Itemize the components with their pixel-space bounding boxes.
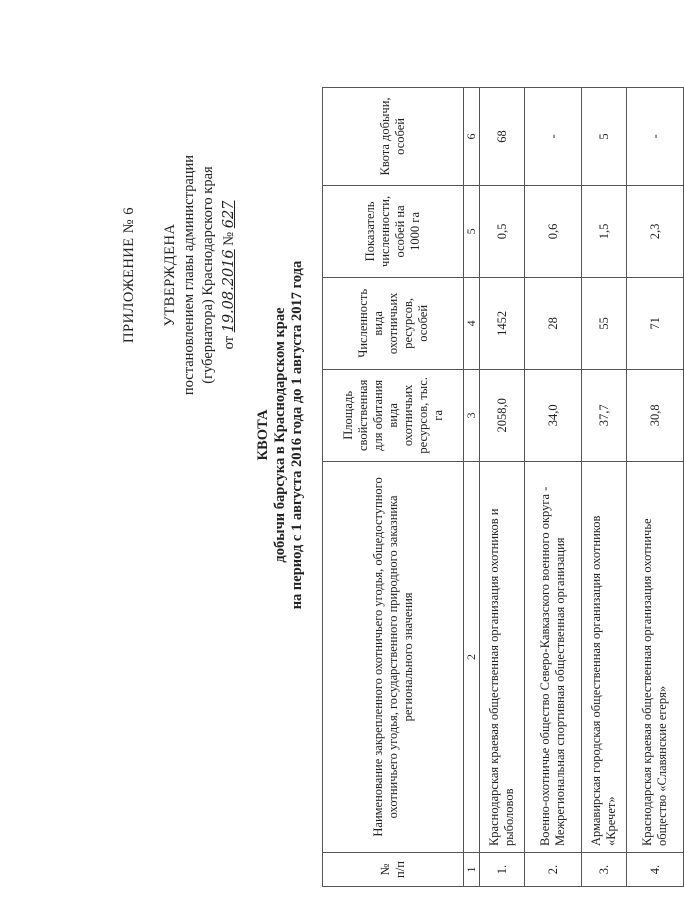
quota-title — [255, 25, 306, 845]
header-number: № п/п — [323, 853, 464, 887]
row-name: Армавирская городская общественная организация охотников «Кречет» — [582, 461, 627, 852]
row-area: 34,0 — [525, 369, 582, 461]
row-count: 55 — [582, 277, 627, 369]
header-area: Площадь свойственная для обитания вида охотничьих ресурсов, тыс. га — [323, 369, 464, 461]
column-number-row — [464, 88, 480, 887]
row-area: 30,8 — [627, 369, 684, 461]
row-number: 3. — [582, 853, 627, 887]
row-quota: - — [525, 88, 582, 186]
quota-title-line-1: КВОТА — [255, 409, 271, 461]
table-row — [480, 88, 525, 887]
row-number: 1. — [480, 853, 525, 887]
column-number: 5 — [464, 185, 480, 277]
table-row — [525, 88, 582, 887]
row-density: 2,3 — [627, 185, 684, 277]
row-name: Краснодарская краевая общественная организация охотничье общество «Славянские егеря» — [627, 461, 684, 852]
header-count: Численность вида охотничьих ресурсов, особей — [323, 277, 464, 369]
row-number: 4. — [627, 853, 684, 887]
column-number: 1 — [464, 853, 480, 887]
table-row — [627, 88, 684, 887]
header-name: Наименование закрепленного охотничьего угодья, общедоступного охотничьего угодья, государственного природного заказника регионального значения — [323, 461, 464, 852]
approval-line-1: постановлением главы администрации — [181, 154, 197, 396]
approval-block — [120, 115, 239, 435]
row-quota: 5 — [582, 88, 627, 186]
column-number: 6 — [464, 88, 480, 186]
row-count: 71 — [627, 277, 684, 369]
column-number: 2 — [464, 461, 480, 852]
date-prefix: от — [221, 336, 237, 350]
quota-table — [322, 87, 684, 887]
approval-date-line — [220, 115, 239, 435]
quota-title-line-2: добычи барсука в Краснодарском крае — [272, 307, 288, 563]
row-name: Военно-охотничье общество Северо-Кавказского военного округа - Межрегиональная спортивная общественная организация — [525, 461, 582, 852]
row-density: 0,5 — [480, 185, 525, 277]
quota-title-line-3: на период с 1 августа 2016 года до 1 августа 2017 года — [289, 260, 305, 610]
approval-line-2: (губернатора) Краснодарского края — [200, 166, 216, 384]
header-quota: Квота добычи, особей — [323, 88, 464, 186]
row-density: 0,6 — [525, 185, 582, 277]
column-number: 4 — [464, 277, 480, 369]
row-area: 37,7 — [582, 369, 627, 461]
header-density: Показатель численности, особей на 1000 га — [323, 185, 464, 277]
row-count: 28 — [525, 277, 582, 369]
column-number: 3 — [464, 369, 480, 461]
row-count: 1452 — [480, 277, 525, 369]
approved-label: УТВЕРЖДЕНА — [162, 223, 178, 327]
number-prefix: № — [221, 231, 237, 246]
row-name: Краснодарская краевая общественная организация охотников и рыболовов — [480, 461, 525, 852]
row-density: 1,5 — [582, 185, 627, 277]
table-header-row — [323, 88, 464, 887]
row-quota: - — [627, 88, 684, 186]
table-row — [582, 88, 627, 887]
row-area: 2058,0 — [480, 369, 525, 461]
appendix-title: ПРИЛОЖЕНИЕ № 6 — [121, 207, 137, 343]
number-value: 627 — [221, 200, 237, 229]
date-value: 19.08.2016 — [221, 249, 237, 333]
row-quota: 68 — [480, 88, 525, 186]
row-number: 2. — [525, 853, 582, 887]
